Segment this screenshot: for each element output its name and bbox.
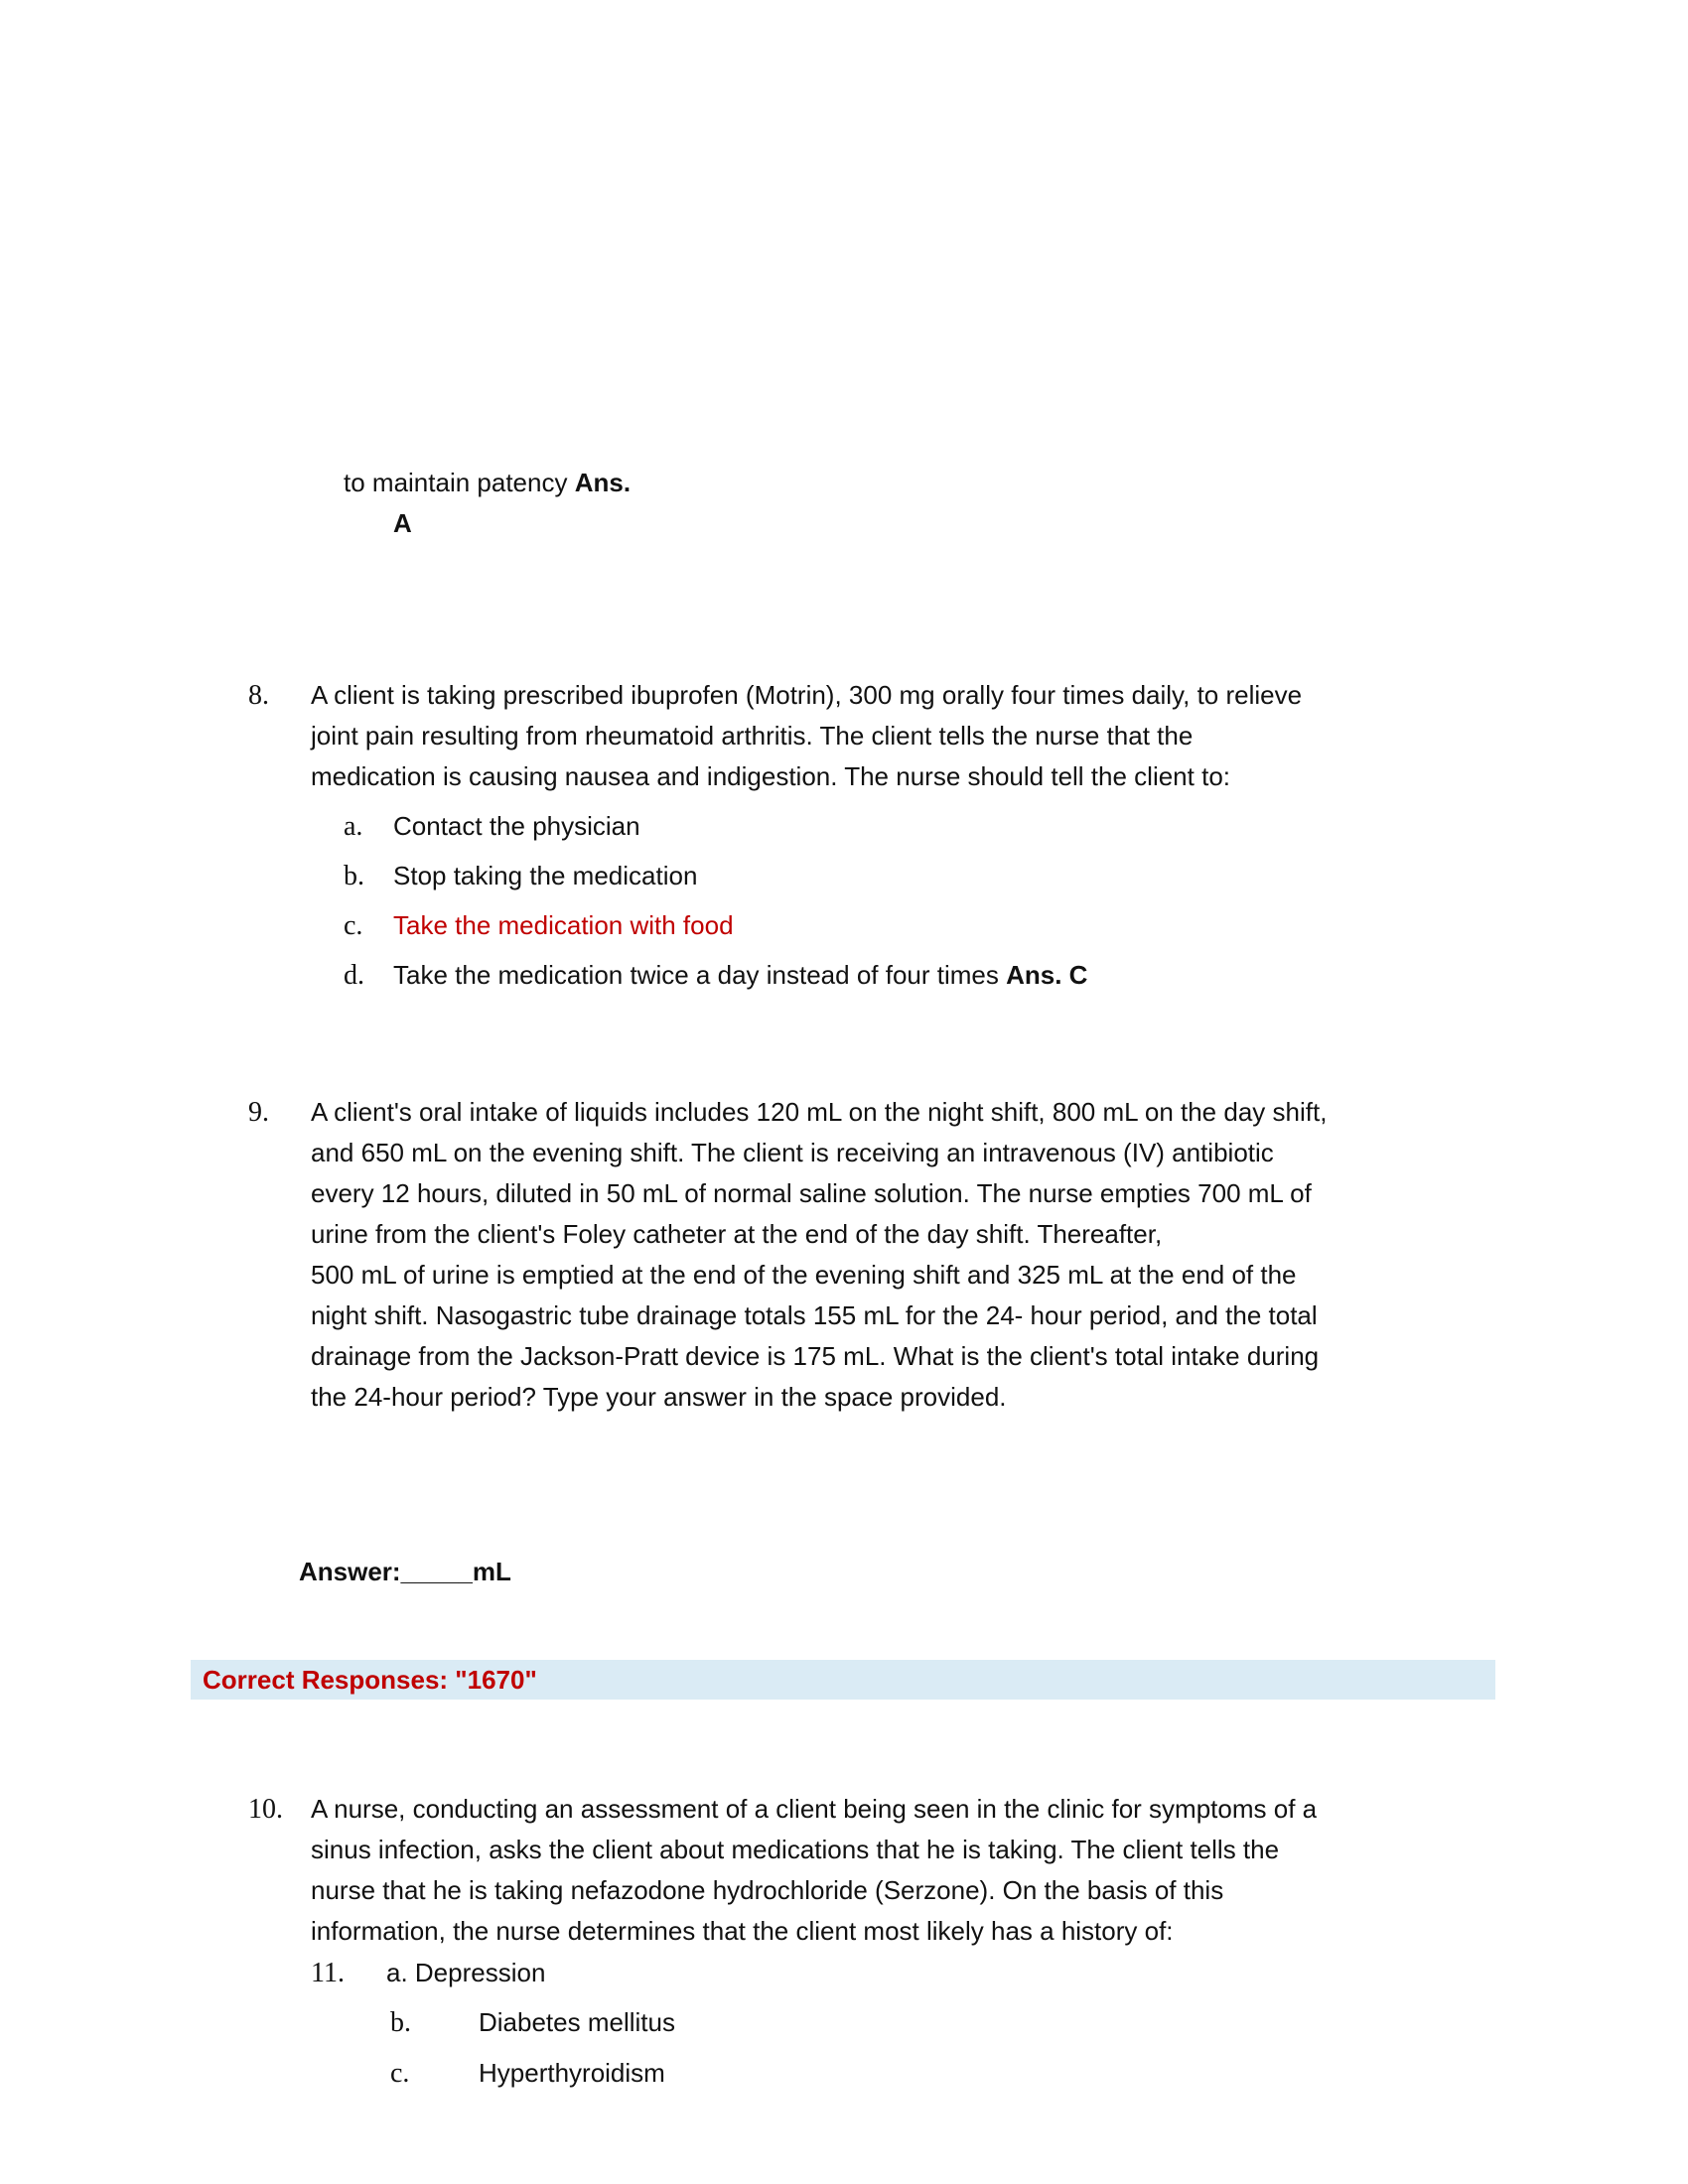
- question-9-stem: [311, 1092, 1327, 1418]
- tail-text: to maintain patency: [344, 468, 575, 497]
- stem-line: 500 mL of urine is emptied at the end of the evening shift and 325 mL at the end of the: [311, 1260, 1297, 1290]
- answer-key: Ans. C: [1006, 960, 1088, 990]
- option-letter: c.: [390, 2058, 410, 2089]
- answer-prompt: Answer:_____mL: [299, 1557, 511, 1586]
- stem-line: A nurse, conducting an assessment of a client being seen in the clinic for symptoms of a: [311, 1794, 1318, 1824]
- stem-line: medication is causing nausea and indigestion. The nurse should tell the client to:: [311, 761, 1230, 791]
- correct-responses-banner: [191, 1660, 1495, 1700]
- option-letter: d.: [344, 960, 364, 991]
- stem-line: nurse that he is taking nefazodone hydrochloride (Serzone). On the basis of this: [311, 1875, 1224, 1905]
- stem-line: and 650 mL on the evening shift. The client is receiving an intravenous (IV) antibiotic: [311, 1138, 1274, 1167]
- stem-line: A client's oral intake of liquids includes 120 mL on the night shift, 800 mL on the day shift,: [311, 1097, 1328, 1127]
- question-number: 8.: [248, 680, 269, 711]
- stem-line: sinus infection, asks the client about medications that he is taking. The client tells the: [311, 1835, 1280, 1864]
- option-text: a. Depression: [386, 1958, 546, 1987]
- stem-line: the 24-hour period? Type your answer in the space provided.: [311, 1382, 1007, 1412]
- stem-line: night shift. Nasogastric tube drainage totals 155 mL for the 24- hour period, and the total: [311, 1300, 1318, 1330]
- option-text: Hyperthyroidism: [479, 2058, 665, 2088]
- option-d-text: Take the medication twice a day instead of four times: [393, 960, 1007, 990]
- previous-question-tail: [344, 463, 631, 503]
- answer-label: Ans.: [574, 468, 632, 497]
- stem-line: every 12 hours, diluted in 50 mL of normal saline solution. The nurse empties 700 mL of: [311, 1178, 1312, 1208]
- question-number: 10.: [248, 1794, 283, 1825]
- question-10-stem: [311, 1789, 1317, 1952]
- question-number: 9.: [248, 1097, 269, 1128]
- question-8-stem: [311, 675, 1302, 797]
- option-text: [393, 955, 1087, 996]
- option-letter: a.: [344, 811, 363, 842]
- stem-line: joint pain resulting from rheumatoid arthritis. The client tells the nurse that the: [311, 721, 1194, 751]
- option-text-correct: Take the medication with food: [393, 910, 734, 940]
- option-letter: c.: [344, 910, 363, 941]
- stem-line: drainage from the Jackson-Pratt device is 175 mL. What is the client's total intake during: [311, 1341, 1320, 1371]
- correct-responses-text: Correct Responses: "1670": [203, 1665, 537, 1695]
- stem-line: information, the nurse determines that the client most likely has a history of:: [311, 1916, 1174, 1946]
- option-letter: b.: [390, 2007, 411, 2038]
- stem-line: A client is taking prescribed ibuprofen (Motrin), 300 mg orally four times daily, to relieve: [311, 680, 1303, 710]
- option-text: Stop taking the medication: [393, 861, 698, 890]
- option-letter: b.: [344, 861, 364, 891]
- stem-line: urine from the client's Foley catheter at the end of the day shift. Thereafter,: [311, 1219, 1163, 1249]
- question-number: 11.: [311, 1958, 345, 1988]
- option-text: Contact the physician: [393, 811, 640, 841]
- option-text: Diabetes mellitus: [479, 2007, 675, 2037]
- previous-answer-value: A: [393, 508, 412, 538]
